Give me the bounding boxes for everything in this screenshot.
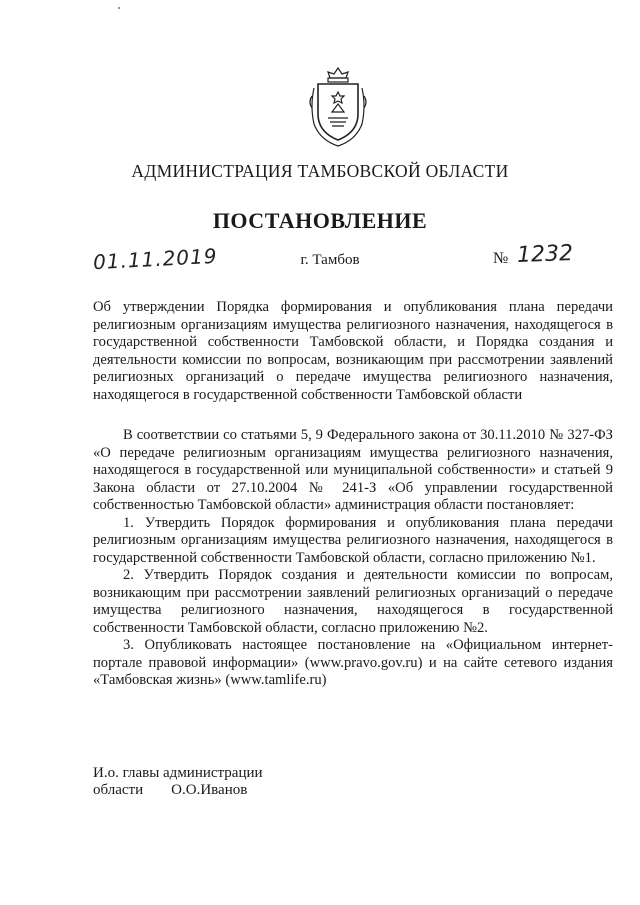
item-paragraph: 2. Утвердить Порядок создания и деятельности комиссии по вопросам, возникающим при рассмотрении заявлений религиозных организаций о передаче имущества религиозного назначения, находящегося в государственной собственности Тамбовской области, согласно приложению №2. (93, 567, 613, 636)
signature-title-region: области (93, 782, 144, 798)
document-city: г. Тамбов (300, 252, 360, 268)
signature-title: И.о. главы администрации (93, 765, 263, 781)
document-body (93, 427, 613, 690)
item-paragraph: 1. Утвердить Порядок формирования и опубликования плана передачи религиозным организациям имущества религиозного назначения, находящегося в государственной собственности Тамбовской области, согласно приложению №1. (93, 514, 613, 566)
issuing-authority: АДМИНИСТРАЦИЯ ТАМБОВСКОЙ ОБЛАСТИ (131, 161, 509, 181)
signature-line (93, 782, 247, 799)
item-paragraph: 3. Опубликовать настоящее постановление на «Официальном интернет-портале правовой информации» (www.pravo.gov.ru) и на сайте сетевого издания «Тамбовская жизнь» (www.tamlife.ru) (93, 637, 613, 688)
document-type-title: ПОСТАНОВЛЕНИЕ (212, 208, 428, 233)
document-subject: Об утверждении Порядка формирования и опубликования плана передачи религиозным организациям имущества религиозного назначения, находящегося в государственной собственности Тамбовской области, и Порядка создания и деятельности комиссии по вопросам, возникающим при рассмотрении заявлений религиозных организаций о передаче имущества религиозного назначения, находящегося в государственной собственности Тамбовской области (93, 299, 613, 403)
scan-speck (118, 7, 120, 9)
preamble-paragraph: В соответствии со статьями 5, 9 Федерального закона от 30.11.2010 № 327-ФЗ «О передаче религиозным организациям имущества религиозного назначения, находящегося в государственной или муниципальной собственности» и статьей 9 Закона области от 27.10.2004 № 241-З «Об управлении государственной собственностью Тамбовской области» администрация области постановляет: (93, 427, 613, 513)
coat-of-arms-icon (306, 66, 370, 148)
document-date: 01.11.2019 (92, 243, 219, 275)
signatory-name: О.О.Иванов (171, 782, 248, 798)
document-number: 1232 (516, 241, 574, 268)
number-label: № (493, 250, 509, 267)
